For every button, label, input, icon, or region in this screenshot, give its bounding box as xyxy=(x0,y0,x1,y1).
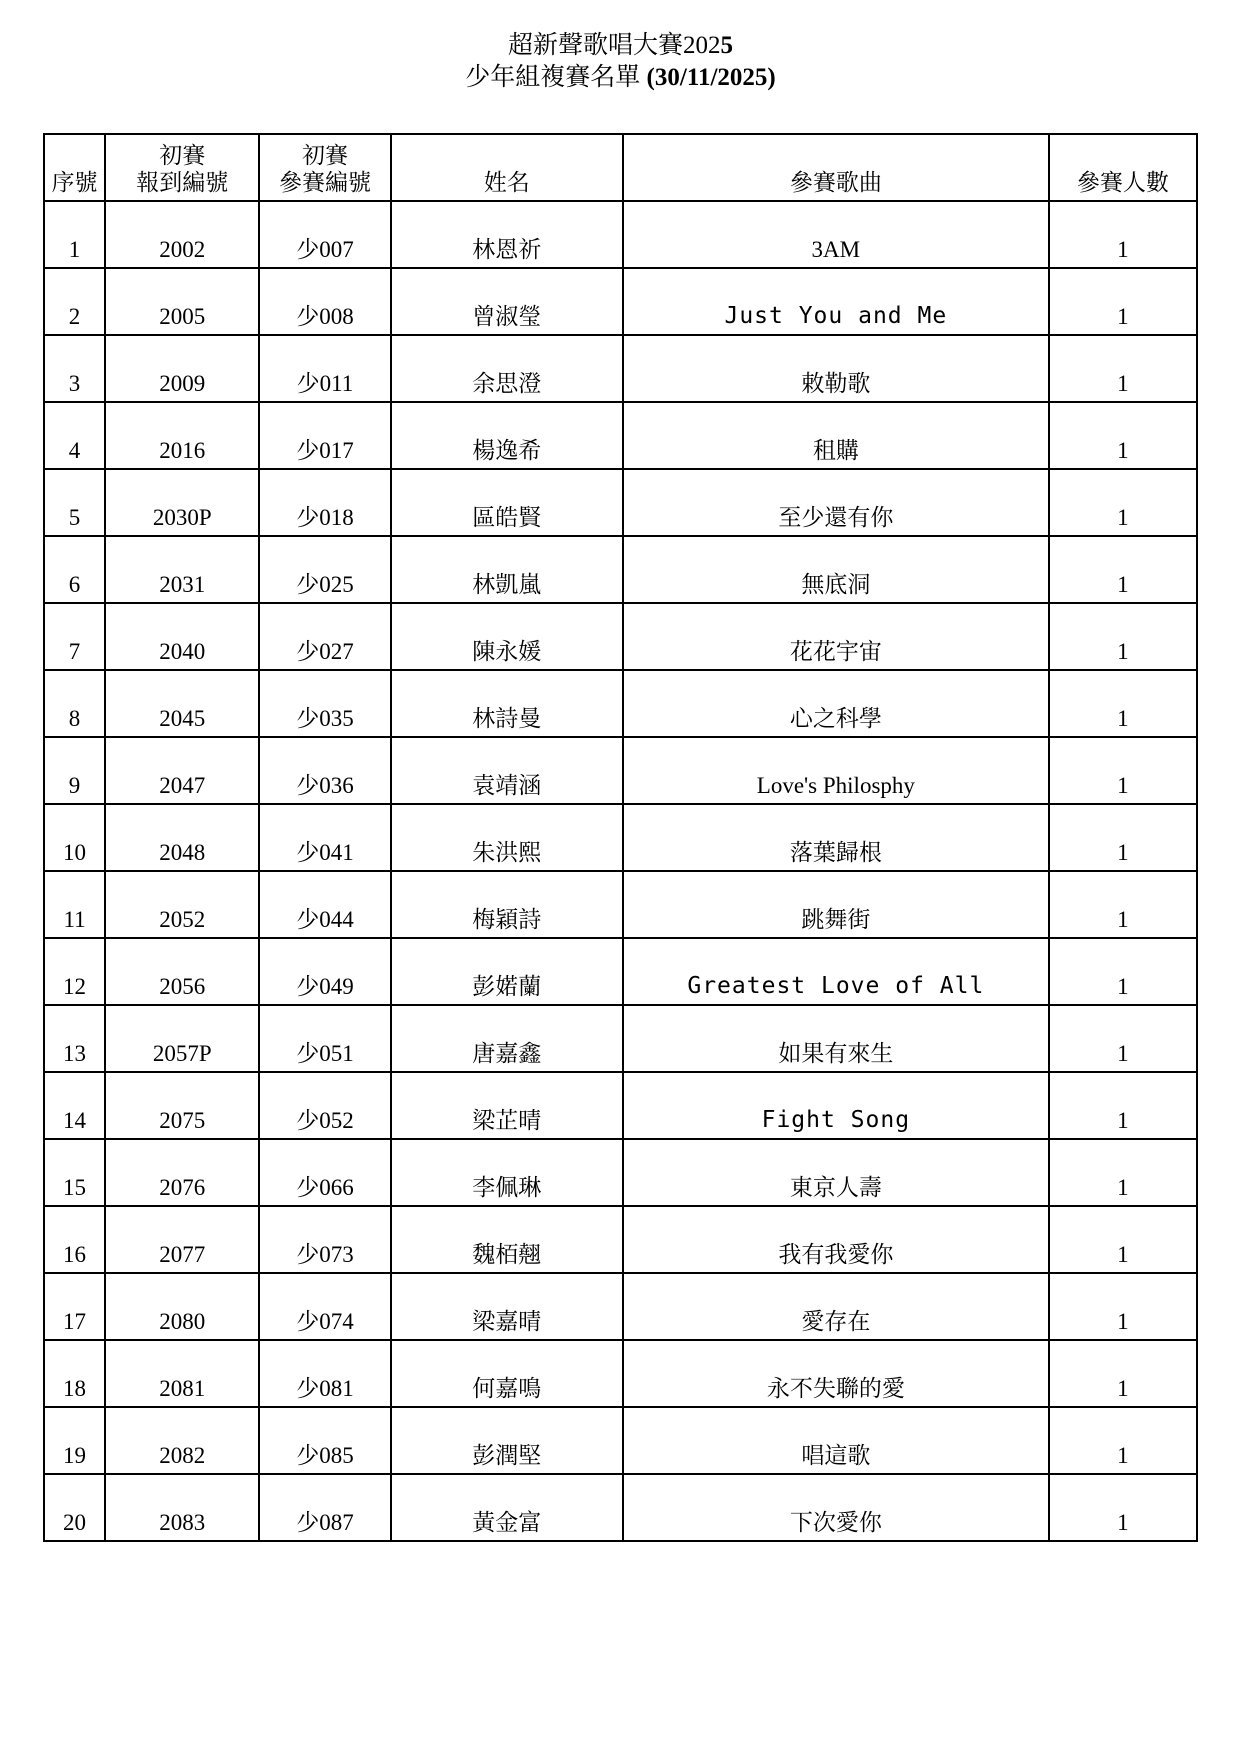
competition-title xyxy=(0,30,1241,62)
competition-title-tail: 5 xyxy=(720,32,733,59)
cell-seq: 2 xyxy=(44,268,105,335)
cell-reg-number: 2057P xyxy=(105,1005,259,1072)
cell-song: Greatest Love of All xyxy=(623,938,1049,1005)
table-row xyxy=(44,1005,1197,1072)
cell-name: 梅穎詩 xyxy=(391,871,623,938)
cell-entry-number: 少051 xyxy=(259,1005,390,1072)
cell-seq: 10 xyxy=(44,804,105,871)
cell-reg-number: 2082 xyxy=(105,1407,259,1474)
cell-name: 梁嘉晴 xyxy=(391,1273,623,1340)
cell-song: 愛存在 xyxy=(623,1273,1049,1340)
cell-seq: 19 xyxy=(44,1407,105,1474)
cell-reg-number: 2083 xyxy=(105,1474,259,1541)
cell-reg-number: 2047 xyxy=(105,737,259,804)
cell-entry-number: 少008 xyxy=(259,268,390,335)
table-row xyxy=(44,268,1197,335)
document-title xyxy=(0,30,1241,94)
cell-entry-number: 少044 xyxy=(259,871,390,938)
contestant-table xyxy=(43,133,1198,1542)
cell-reg-number: 2075 xyxy=(105,1072,259,1139)
cell-name: 楊逸希 xyxy=(391,402,623,469)
table-row xyxy=(44,603,1197,670)
table-body xyxy=(44,201,1197,1541)
cell-seq: 12 xyxy=(44,938,105,1005)
table-row xyxy=(44,402,1197,469)
cell-seq: 9 xyxy=(44,737,105,804)
cell-seq: 8 xyxy=(44,670,105,737)
cell-entry-number: 少073 xyxy=(259,1206,390,1273)
cell-song: 花花宇宙 xyxy=(623,603,1049,670)
cell-name: 梁芷晴 xyxy=(391,1072,623,1139)
cell-seq: 5 xyxy=(44,469,105,536)
cell-name: 黃金富 xyxy=(391,1474,623,1541)
table-header-row xyxy=(44,134,1197,201)
cell-entry-number: 少025 xyxy=(259,536,390,603)
header-reg-top: 初賽 xyxy=(159,143,206,168)
table-row xyxy=(44,804,1197,871)
cell-seq: 15 xyxy=(44,1139,105,1206)
cell-reg-number: 2016 xyxy=(105,402,259,469)
header-seq-label: 序號 xyxy=(51,170,98,195)
cell-song: 敕勒歌 xyxy=(623,335,1049,402)
roster-subtitle xyxy=(0,62,1241,94)
cell-count: 1 xyxy=(1049,1474,1197,1541)
header-count xyxy=(1049,134,1197,201)
header-seq xyxy=(44,134,105,201)
header-ent-bottom: 參賽編號 xyxy=(278,170,371,195)
header-reg xyxy=(105,134,259,201)
cell-count: 1 xyxy=(1049,1273,1197,1340)
cell-entry-number: 少035 xyxy=(259,670,390,737)
cell-entry-number: 少081 xyxy=(259,1340,390,1407)
cell-name: 李佩琳 xyxy=(391,1139,623,1206)
cell-count: 1 xyxy=(1049,1072,1197,1139)
cell-entry-number: 少036 xyxy=(259,737,390,804)
cell-entry-number: 少007 xyxy=(259,201,390,268)
header-count-label: 參賽人數 xyxy=(1076,170,1169,195)
cell-reg-number: 2002 xyxy=(105,201,259,268)
cell-reg-number: 2052 xyxy=(105,871,259,938)
cell-seq: 16 xyxy=(44,1206,105,1273)
cell-song: 東京人壽 xyxy=(623,1139,1049,1206)
cell-reg-number: 2077 xyxy=(105,1206,259,1273)
cell-song: Just You and Me xyxy=(623,268,1049,335)
cell-name: 林恩祈 xyxy=(391,201,623,268)
cell-entry-number: 少011 xyxy=(259,335,390,402)
cell-name: 曾淑瑩 xyxy=(391,268,623,335)
header-name-label: 姓名 xyxy=(483,170,530,195)
header-reg-bottom: 報到編號 xyxy=(136,170,229,195)
cell-count: 1 xyxy=(1049,670,1197,737)
cell-reg-number: 2076 xyxy=(105,1139,259,1206)
cell-seq: 7 xyxy=(44,603,105,670)
cell-seq: 17 xyxy=(44,1273,105,1340)
cell-count: 1 xyxy=(1049,1340,1197,1407)
table-row xyxy=(44,1206,1197,1273)
cell-reg-number: 2080 xyxy=(105,1273,259,1340)
table-row xyxy=(44,670,1197,737)
cell-song: 唱這歌 xyxy=(623,1407,1049,1474)
cell-song: 落葉歸根 xyxy=(623,804,1049,871)
cell-song: 租購 xyxy=(623,402,1049,469)
table-row xyxy=(44,1139,1197,1206)
cell-seq: 4 xyxy=(44,402,105,469)
roster-subtitle-main: 少年組複賽名單 xyxy=(465,64,647,91)
header-ent-top: 初賽 xyxy=(301,143,348,168)
cell-count: 1 xyxy=(1049,402,1197,469)
cell-name: 余思澄 xyxy=(391,335,623,402)
cell-name: 林詩曼 xyxy=(391,670,623,737)
cell-count: 1 xyxy=(1049,1139,1197,1206)
cell-seq: 1 xyxy=(44,201,105,268)
cell-reg-number: 2045 xyxy=(105,670,259,737)
table-row xyxy=(44,1273,1197,1340)
header-song-label: 參賽歌曲 xyxy=(789,170,882,195)
cell-seq: 6 xyxy=(44,536,105,603)
cell-count: 1 xyxy=(1049,1407,1197,1474)
table-row xyxy=(44,536,1197,603)
cell-count: 1 xyxy=(1049,335,1197,402)
cell-count: 1 xyxy=(1049,938,1197,1005)
table-row xyxy=(44,469,1197,536)
cell-reg-number: 2040 xyxy=(105,603,259,670)
cell-seq: 13 xyxy=(44,1005,105,1072)
cell-name: 唐嘉鑫 xyxy=(391,1005,623,1072)
cell-song: 跳舞街 xyxy=(623,871,1049,938)
cell-entry-number: 少052 xyxy=(259,1072,390,1139)
cell-song: 至少還有你 xyxy=(623,469,1049,536)
cell-count: 1 xyxy=(1049,1206,1197,1273)
cell-entry-number: 少017 xyxy=(259,402,390,469)
cell-entry-number: 少087 xyxy=(259,1474,390,1541)
table-row xyxy=(44,1407,1197,1474)
cell-count: 1 xyxy=(1049,804,1197,871)
cell-reg-number: 2081 xyxy=(105,1340,259,1407)
cell-song: 下次愛你 xyxy=(623,1474,1049,1541)
cell-song: 我有我愛你 xyxy=(623,1206,1049,1273)
cell-song: Love's Philosphy xyxy=(623,737,1049,804)
cell-entry-number: 少074 xyxy=(259,1273,390,1340)
table-row xyxy=(44,335,1197,402)
cell-song: 如果有來生 xyxy=(623,1005,1049,1072)
cell-reg-number: 2048 xyxy=(105,804,259,871)
cell-name: 彭婼蘭 xyxy=(391,938,623,1005)
cell-entry-number: 少027 xyxy=(259,603,390,670)
cell-song: 無底洞 xyxy=(623,536,1049,603)
cell-song: Fight Song xyxy=(623,1072,1049,1139)
cell-count: 1 xyxy=(1049,469,1197,536)
table-row xyxy=(44,1072,1197,1139)
cell-count: 1 xyxy=(1049,536,1197,603)
cell-reg-number: 2030P xyxy=(105,469,259,536)
roster-date: (30/11/2025) xyxy=(646,64,776,91)
cell-song: 3AM xyxy=(623,201,1049,268)
cell-reg-number: 2031 xyxy=(105,536,259,603)
cell-name: 袁靖涵 xyxy=(391,737,623,804)
header-name xyxy=(391,134,623,201)
cell-song: 心之科學 xyxy=(623,670,1049,737)
cell-entry-number: 少049 xyxy=(259,938,390,1005)
table-row xyxy=(44,871,1197,938)
cell-seq: 14 xyxy=(44,1072,105,1139)
header-song xyxy=(623,134,1049,201)
cell-song: 永不失聯的愛 xyxy=(623,1340,1049,1407)
cell-count: 1 xyxy=(1049,268,1197,335)
table-row xyxy=(44,1340,1197,1407)
cell-count: 1 xyxy=(1049,871,1197,938)
cell-name: 彭潤堅 xyxy=(391,1407,623,1474)
cell-count: 1 xyxy=(1049,737,1197,804)
cell-reg-number: 2009 xyxy=(105,335,259,402)
table-row xyxy=(44,737,1197,804)
cell-count: 1 xyxy=(1049,603,1197,670)
cell-entry-number: 少066 xyxy=(259,1139,390,1206)
cell-seq: 3 xyxy=(44,335,105,402)
cell-seq: 11 xyxy=(44,871,105,938)
competition-title-main: 超新聲歌唱大賽202 xyxy=(507,32,721,59)
cell-count: 1 xyxy=(1049,201,1197,268)
cell-seq: 20 xyxy=(44,1474,105,1541)
cell-count: 1 xyxy=(1049,1005,1197,1072)
cell-seq: 18 xyxy=(44,1340,105,1407)
cell-name: 區皓賢 xyxy=(391,469,623,536)
table-row xyxy=(44,1474,1197,1541)
cell-name: 林凱嵐 xyxy=(391,536,623,603)
cell-name: 朱洪熙 xyxy=(391,804,623,871)
cell-name: 魏栢翹 xyxy=(391,1206,623,1273)
header-ent xyxy=(259,134,390,201)
cell-entry-number: 少041 xyxy=(259,804,390,871)
cell-entry-number: 少018 xyxy=(259,469,390,536)
table-row xyxy=(44,201,1197,268)
cell-reg-number: 2005 xyxy=(105,268,259,335)
cell-entry-number: 少085 xyxy=(259,1407,390,1474)
cell-name: 何嘉鳴 xyxy=(391,1340,623,1407)
table-row xyxy=(44,938,1197,1005)
cell-name: 陳永媛 xyxy=(391,603,623,670)
cell-reg-number: 2056 xyxy=(105,938,259,1005)
